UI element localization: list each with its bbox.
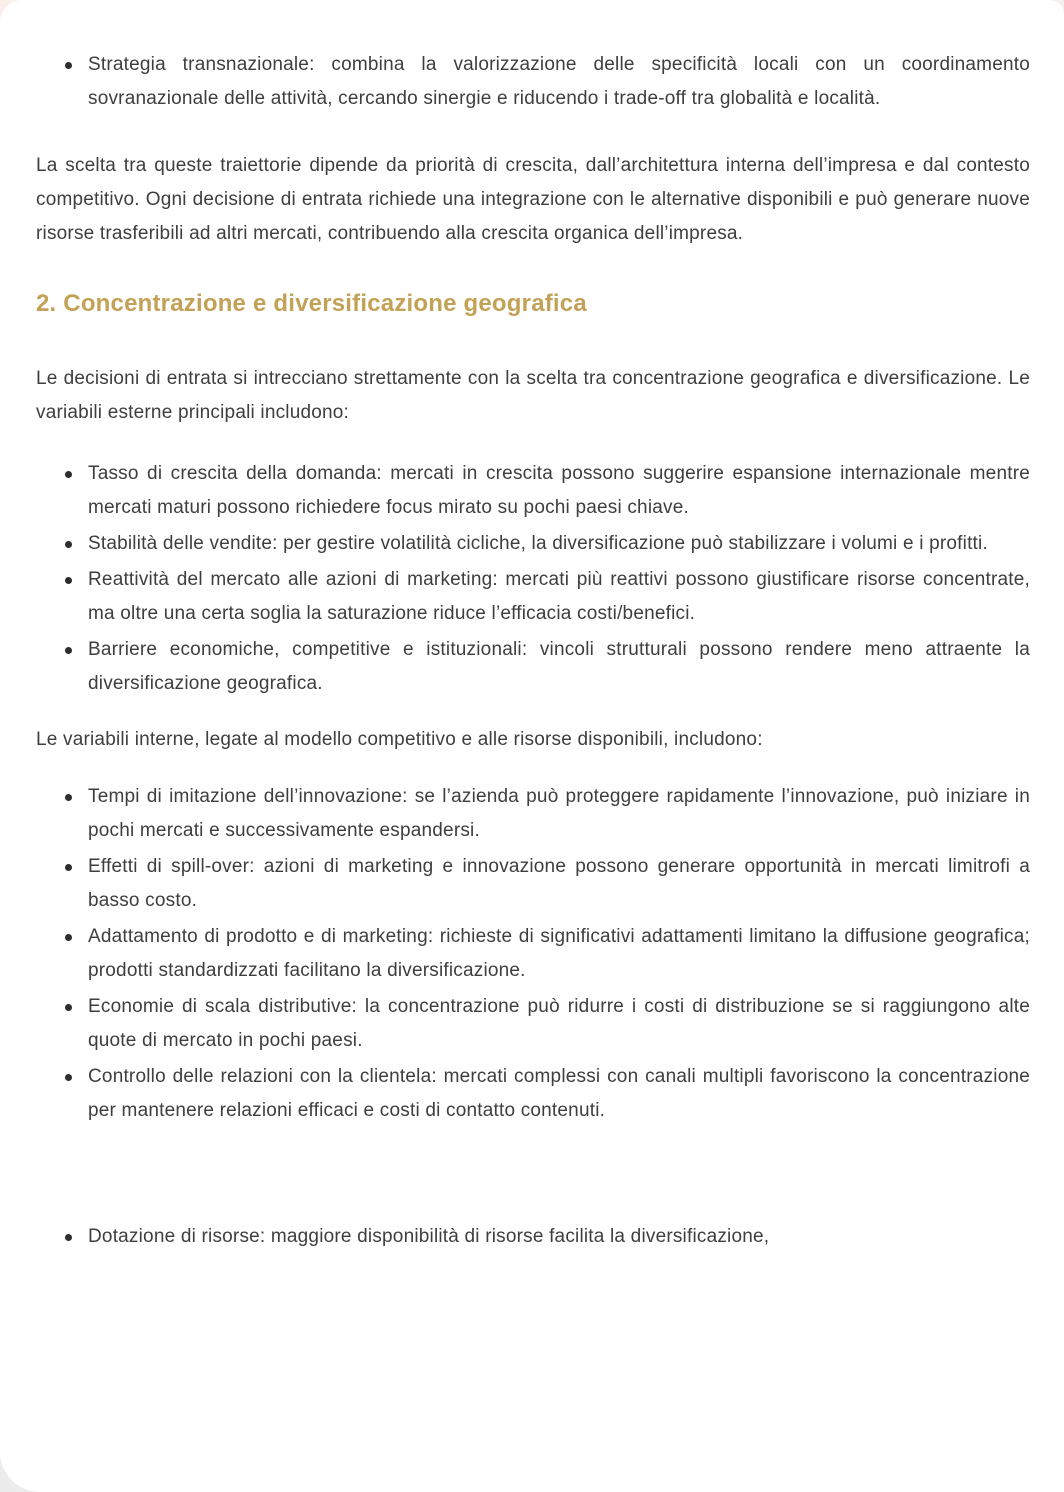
bullet-dot [65, 1004, 72, 1011]
bullet-dot [65, 541, 72, 548]
bullet-dot [65, 471, 72, 478]
list-item-text: Barriere economiche, competitive e istituzionali: vincoli strutturali possono rendere meno attraente la diversificazione geografica. [88, 639, 1030, 694]
bullet-dot [65, 1234, 72, 1241]
section-heading: 2. Concentrazione e diversificazione geografica [36, 290, 587, 317]
list-item [36, 780, 1030, 848]
list-item-text: Strategia transnazionale: combina la valorizzazione delle specificità locali con un coordinamento sovranazionale delle attività, cercando sinergie e riducendo i trade-off tra globalità e località. [88, 54, 1030, 109]
list-item-text: Reattività del mercato alle azioni di marketing: mercati più reattivi possono giustificare risorse concentrate, ma oltre una certa soglia la saturazione riduce l’efficacia costi/benefici. [88, 569, 1030, 624]
bullet-dot [65, 934, 72, 941]
list-item [36, 563, 1030, 631]
list-item [36, 633, 1030, 701]
list-item-text: Dotazione di risorse: maggiore disponibilità di risorse facilita la diversificazione, [88, 1226, 770, 1247]
external-variables-list [36, 457, 1030, 701]
bullet-dot [65, 577, 72, 584]
list-item-text: Effetti di spill-over: azioni di marketing e innovazione possono generare opportunità in mercati limitrofi a basso costo. [88, 856, 1030, 911]
internal-variables-list [36, 780, 1030, 1128]
list-item [36, 990, 1030, 1058]
list-item [36, 1220, 1030, 1254]
bullet-dot [65, 864, 72, 871]
list-item [36, 920, 1030, 988]
list-item [36, 48, 1030, 116]
list-item [36, 457, 1030, 525]
trailing-bullet-list [36, 1220, 1030, 1254]
list-item-text: Adattamento di prodotto e di marketing: richieste di significativi adattamenti limitano la diffusione geografica; prodotti standardizzati facilitano la diversificazione. [88, 926, 1030, 981]
bullet-dot [65, 62, 72, 69]
list-item [36, 527, 1030, 561]
paragraph: Le decisioni di entrata si intrecciano strettamente con la scelta tra concentrazione geografica e diversificazione. Le variabili esterne principali includono: [36, 368, 1030, 423]
list-item [36, 1060, 1030, 1128]
paragraph: La scelta tra queste traiettorie dipende da priorità di crescita, dall’architettura interna dell’impresa e dal contesto competitivo. Ogni decisione di entrata richiede una integrazione con le alternative disponibili e può generare nuove risorse trasferibili ad altri mercati, contribuendo alla crescita organica dell’impresa. [36, 155, 1030, 244]
list-item-text: Controllo delle relazioni con la clientela: mercati complessi con canali multipli favoriscono la concentrazione per mantenere relazioni efficaci e costi di contatto contenuti. [88, 1066, 1030, 1121]
list-item-text: Tasso di crescita della domanda: mercati in crescita possono suggerire espansione internazionale mentre mercati maturi possono richiedere focus mirato su pochi paesi chiave. [88, 463, 1030, 518]
list-item-text: Stabilità delle vendite: per gestire volatilità cicliche, la diversificazione può stabilizzare i volumi e i profitti. [88, 533, 988, 554]
bullet-dot [65, 647, 72, 654]
list-item [36, 850, 1030, 918]
bullet-dot [65, 794, 72, 801]
paragraph: Le variabili interne, legate al modello competitivo e alle risorse disponibili, includono: [36, 729, 763, 750]
bullet-dot [65, 1074, 72, 1081]
intro-bullet-list [36, 48, 1030, 116]
list-item-text: Economie di scala distributive: la concentrazione può ridurre i costi di distribuzione se si raggiungono alte quote di mercato in pochi paesi. [88, 996, 1030, 1051]
list-item-text: Tempi di imitazione dell’innovazione: se l’azienda può proteggere rapidamente l’innovazione, può iniziare in pochi mercati e successivamente espandersi. [88, 786, 1030, 841]
